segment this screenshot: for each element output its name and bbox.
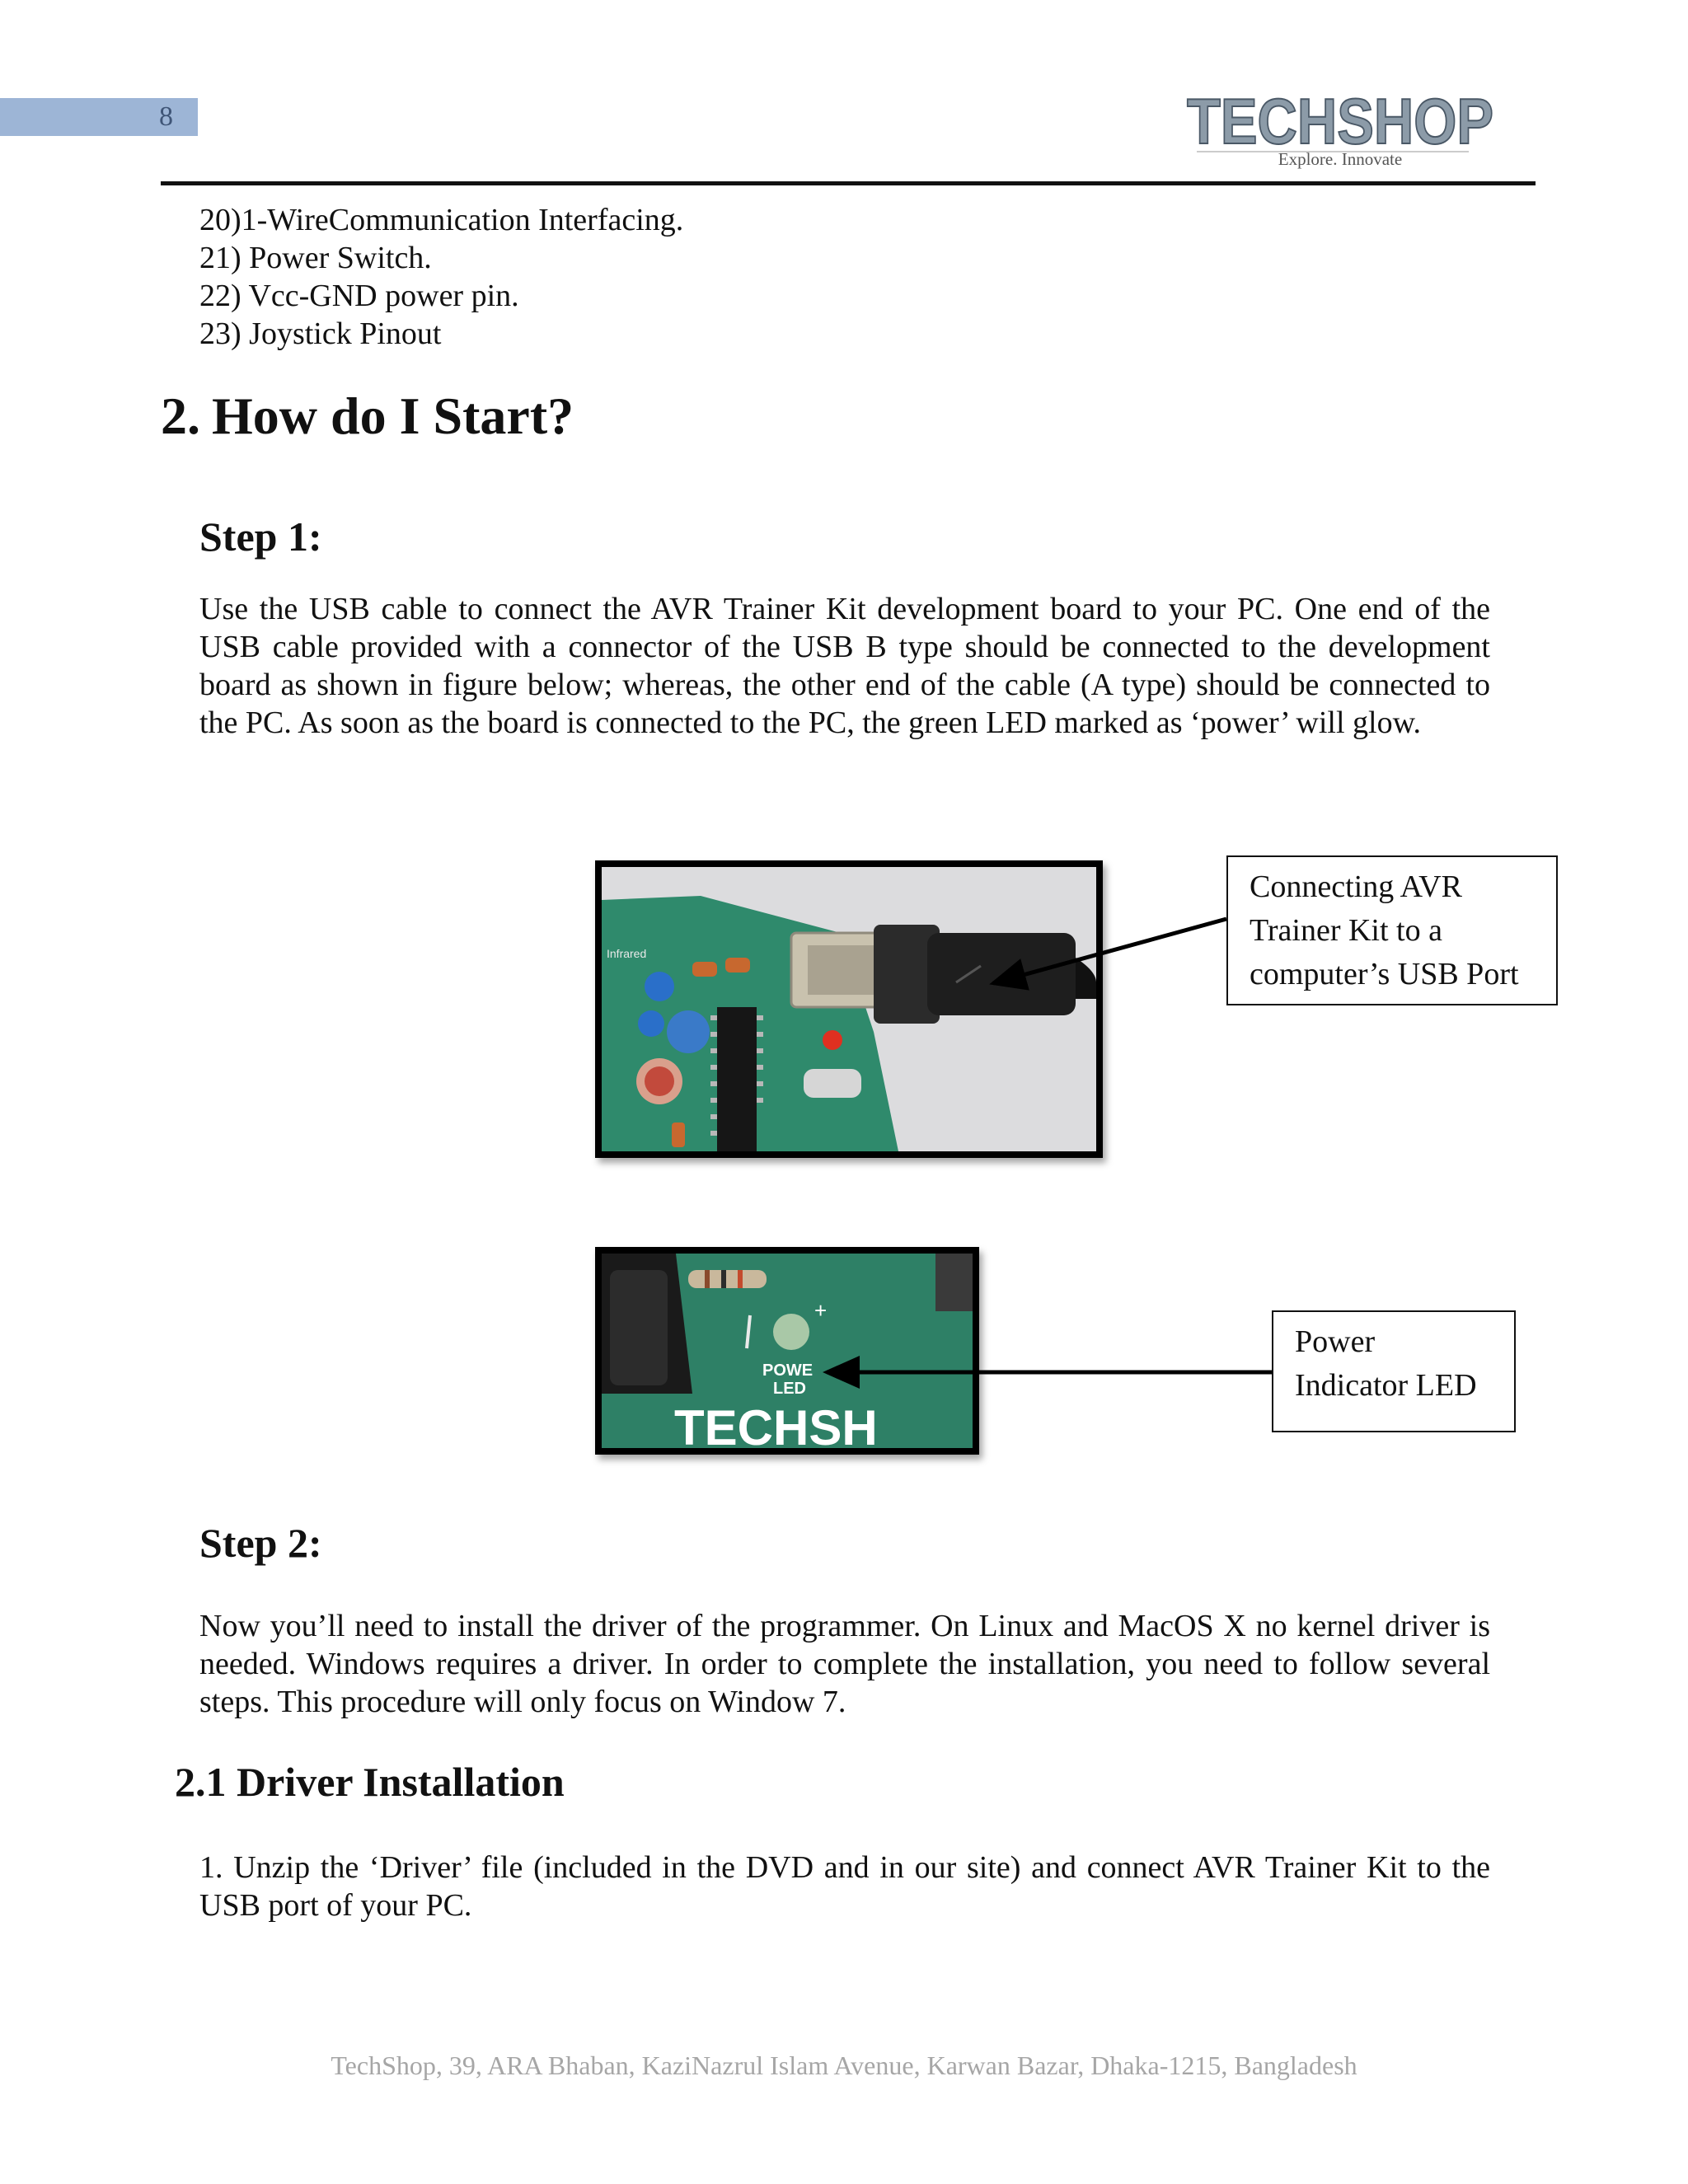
usb-callout-line: computer’s USB Port [1250, 957, 1519, 991]
footer-address: TechShop, 39, ARA Bhaban, KaziNazrul Islam Avenue, Karwan Bazar, Dhaka-1215, Bangladesh [331, 2050, 1357, 2080]
brand-silkscreen-text: TECHSH [674, 1400, 878, 1448]
step2-heading: Step 2: [199, 1520, 322, 1566]
step1-paragraph: Use the USB cable to connect the AVR Trainer Kit development board to your PC. One end of the USB cable provided with a connector of the USB B type should be connected to the development board as shown in figure below; whereas, the other end of the cable (A type) should be connected to the PC. As soon as the board is connected to the PC, the green LED marked as ‘power’ will glow. [199, 592, 1490, 740]
list-item: 20)1-WireCommunication Interfacing. [199, 203, 684, 237]
subsection-heading: 2.1 Driver Installation [175, 1759, 565, 1805]
section-heading [161, 387, 574, 445]
led-callout-line: Indicator LED [1295, 1368, 1477, 1403]
logo-tagline: Explore. Innovate [1278, 149, 1403, 169]
led-silkscreen-label: LED [773, 1380, 806, 1398]
usb-callout [1226, 855, 1558, 1005]
step2-paragraph: Now you’ll need to install the driver of the programmer. On Linux and MacOS X no kernel driver is needed. Windows requires a driver. In order to complete the installation, you need to follow several steps. This procedure will only focus on Window 7. [199, 1609, 1490, 1719]
usb-callout-line: Trainer Kit to a [1250, 913, 1442, 948]
usb-callout-line: Connecting AVR [1250, 869, 1462, 904]
list-item: 23) Joystick Pinout [199, 316, 442, 351]
usb-connection-photo [595, 860, 1103, 1158]
list-item: 21) Power Switch. [199, 241, 432, 275]
header-rule [161, 181, 1536, 185]
svg-text:+: + [814, 1298, 828, 1323]
step1-heading: Step 1: [199, 513, 322, 560]
led-callout [1272, 1310, 1516, 1432]
page-number: 8 [0, 98, 198, 136]
section-title: How do I Start? [212, 387, 574, 445]
power-led-photo [595, 1247, 979, 1455]
board-silkscreen-text: Infrared [607, 947, 647, 960]
list-item: 22) Vcc-GND power pin. [199, 279, 519, 313]
led-callout-line: Power [1295, 1324, 1376, 1359]
subsection-paragraph: 1. Unzip the ‘Driver’ file (included in the DVD and in our site) and connect AVR Trainer Kit to the USB port of your PC. [199, 1850, 1490, 1923]
logo-text: TECHSHOP [1187, 89, 1493, 157]
feature-list [199, 201, 683, 353]
led-silkscreen-label: POWE [762, 1361, 814, 1380]
section-number: 2. [161, 387, 200, 445]
